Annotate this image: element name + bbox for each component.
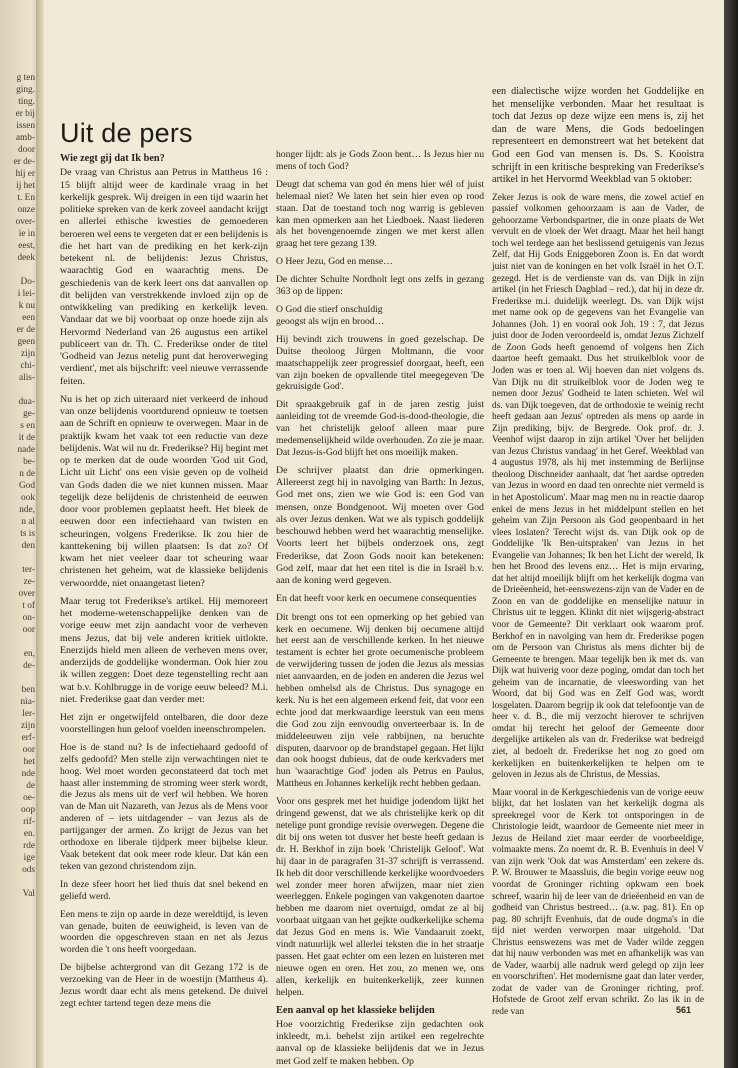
- fragment-line: [1, 636, 35, 648]
- previous-page-fragments: [1, 72, 35, 900]
- fragment-line: door: [17, 145, 35, 155]
- fragment-line: zijn: [21, 721, 35, 731]
- fragment-line: amb-: [15, 133, 35, 143]
- fragment-line: t. En: [17, 193, 35, 203]
- fragment-line: de-: [23, 661, 35, 671]
- fragment-line: de: [26, 781, 35, 791]
- fragment-line: Do-: [20, 277, 35, 287]
- fragment-line: nde: [21, 769, 35, 779]
- fragment-line: chi-: [20, 361, 35, 371]
- quote-paragraph: Deugt dat schema van god én mens hier wél of juist helemaal niet? We laten het sein hier even op rood staan. Dat de toestand toch nog warrig is gebleven kan men opmerken aan het Liedboek. Naast liederen als het bovengenoemde zingen we met kerst allen graag het tere gezang 139.: [276, 178, 484, 250]
- fragment-line: n de: [19, 469, 35, 479]
- fragment-line: over-: [15, 217, 35, 227]
- quote-verse: O God die stierf onschuldig geoogst als wijn en brood…: [276, 303, 385, 327]
- fragment-line: ods: [22, 865, 35, 875]
- fragment-line: rif-: [23, 817, 35, 827]
- quote-paragraph: De bijbelse achtergrond van dit Gezang 172 is de verzoeking van de Heer in de woestijn (Mattheus 4). Jezus wordt daar echt als mens getekend. De duivel zegt echter tartend tegen deze mens die: [60, 962, 268, 1009]
- fragment-line: [1, 672, 35, 684]
- fragment-line: ter-: [22, 565, 35, 575]
- quote-paragraph: Zeker Jezus is ook de ware mens, die zowel actief en passief volkomen gehoorzaam is aan de Vader, de gehoorzame Verbondspartner, die in onze plaats de Wet vervult en de vloek der Wet draagt. Maar het heil hangt toch wel terdege aan het beslissend getuigenis van Jezus Zelf, dat Hij Gods Eniggeboren Zoon is. En dat wordt juist niet van de koningen en het volk Israël in het O.T. gezegd. Het is de verdienste van ds. van Dijk in zijn artikel (in het Friesch Dagblad – red.), dat hij in deze dr. Frederikse m.i. duidelijk weerlegt. Ds. van Dijk wijst met name ook op de gegevens van het Evangelie van Johannes (Joh. 1) en vooral ook Joh. 19 : 7, dat Jezus juist door de Joden veroordeeld is, omdat Jezus Zichzelf de Zoon Gods heeft genoemd of volgens hen Zich daartoe heeft gemaakt. Dus het struikelblok voor de Joden was er toen al. Wij hoeven dan niet volgens ds. Van Dijk nu dit struikelblok voor de Joden weg te nemen door Jezus' Godheid te laten schieten. Wel wil ds. van Dijk toegeven, dat de orthodoxie te weinig recht heeft gedaan aan Jezus' optreden als mens op aarde in Zijn prediking, bijv. de Bergrede. Ook prof. dr. J. Veenhof wijst daarop in zijn artikel 'Over het belijden van Jezus Christus vandaag' in het Geref. Weekblad van 4 augustus 1978, als hij met instemming de Berlijnse theoloog Dischneider aanhaalt, dat 'het aardse optreden van Jezus in woord en daad ten onrechte niet vermeld is in het Apostolicum'. Maar mag men nu in reactie daarop enkel de mens Jezus in het middelpunt stellen en het geheim van Zijn Persoon als God geopenbaard in het vlees loslaten? Terecht wijst ds. van Dijk ook op de Goddelijke 'Ik Ben-uitspraken' van Jezus in het Evangelie van Johannes; Ik ben het Licht der wereld, Ik ben het Brood des levens enz… Het is mijn ervaring, dat het altijd moeilijk blijft om het kerkelijk dogma van de Drieëenheid, het-eenswezens-zijn van de Vader en de Zoon en van de goddelijke en menselijke natuur in Christus uit te leggen. Klinkt dit niet wijsgerig-abstract voor de Gemeente? Dit verklaart ook waarom prof. Berkhof en in navolging van hem dr. Frederikse pogen om de Persoon van Christus als mens dichter bij de Gemeente te brengen. Maar tegelijk ben ik met ds. van Dijk wat huiverig voor deze poging, omdat dan toch het geheim van de incarnatie, de vleeswording van het Woord, dat bij God was en Zelf God was, wordt losgelaten. Daarom begrijp ik ook dat telefoontje van de heer v. d. B., die mij verzocht hierover te schrijven omdat hij terecht het geloof der Gemeente door dergelijke artikelen als van dr. Frederikse wat bedreigd ziet, al bedoelt dr. Frederikse het nog zo goed om kerkelijken en buitenkerkelijken te helpen om te geloven in Jezus als de Christus, de Messias.: [492, 192, 704, 781]
- fragment-line: over: [18, 589, 35, 599]
- column-3: [492, 86, 704, 1025]
- page-number: 561: [676, 1005, 692, 1015]
- quote-paragraph: Dit brengt ons tot een opmerking op het gebied van kerk en oecumene. Wij denken bij oecumene altijd het eerst aan de verschillende kerken. In het nieuwe testament is echter het grote oecumenische probleem de verwijdering tussen de joden die Jezus als messias niet aanvaarden, en de joden en anderen die Jezus wel hebben omhelsd als de Christus. Dus synagoge en kerk. Nu is het een algemeen erkend feit, dat voor een echte jood dat merkwaardige leerstuk van een mens die God zou zijn eenvoudig onverteerbaar is. In de middeleeuwen zijn vele rabbijnen, na beruchte disputen, daarvoor op de brandstapel gegaan. Het lijkt dan ook hoogst dubieus, dat de oude kerkvaders met hun 'waarachtige God' joden als Petrus en Paulus, Mattheus en Johannes kerkelijk recht hebben gedaan.: [276, 611, 484, 790]
- fragment-line: en,: [23, 649, 35, 659]
- fragment-line: een: [22, 313, 35, 323]
- fragment-line: ook: [21, 493, 35, 503]
- fragment-line: t of: [22, 601, 35, 611]
- fragment-line: ting.: [18, 97, 35, 107]
- paragraph: De schrijver plaatst dan drie opmerkingen. Allereerst zegt hij in navolging van Barth: In Jezus, God met ons, zien we wie God is: een God van mensen, onze Bondgenoot. Wij moeten over God als over Jezus denken. Wat we als typisch goddelijk beschouwd hebben werd het waarachtig menselijke. Voorts leert het bijbels onderzoek ons, zegt Frederikse, dat Zoon Gods nooit kan betekenen: God zelf, maar dat het een titel is die in Israël b.v. aan de koning werd gegeven.: [276, 464, 484, 587]
- fragment-line: rde: [23, 841, 35, 851]
- fragment-line: er bij: [15, 109, 35, 119]
- fragment-line: er de-: [13, 157, 35, 167]
- quote-paragraph: Maar vooral in de Kerkgeschiedenis van de vorige eeuw blijkt, dat het loslaten van het kerkelijk dogma als spreekregel voor de Kerk tot ontsporingen in de Christologie leidt, waardoor de Gemeente niet meer in Jezus de Heiland ziet maar eerder de voorbeeldige, volmaakte mens. Zo noemt dr. R. B. Evenhuis in deel V van zijn werk 'Ook dat was Amsterdam' een zekere ds. P. W. Brouwer te Maassluis, die begin vorige eeuw nog voordat de Groninger richting opkwam een boek schreef, waarin hij de leer van de drieëenheid en van de godheid van Christus bestreed… (a.w. pag. 81). En op pag. 80 schrijft Evenhuis, dat de oude dogma's in die tijd niet werden verworpen maar uitgehold. 'Dat Christus eenswezens was met de Vader wilde zeggen dat hij nauw verbonden was met en afhankelijk was van de Vader, waarbij alle nadruk werd gelegd op zijn leer en voorschriften'. Het modernisme gaat dan later verder, zodat de vader van de Groninger richting, prof. Hofstede de Groot zelf ervan schrikt. Zo las ik in de rede van: [492, 787, 704, 1018]
- quote-paragraph: Hij bevindt zich trouwens in goed gezelschap. De Duitse theoloog Jürgen Moltmann, die voor maatschappelijk zeer progressief doorgaat, heeft, een van zijn boeken de opvallende titel meegegeven 'De gekruisigde God'.: [276, 333, 484, 393]
- fragment-line: en.: [23, 829, 35, 839]
- fragment-line: nde,: [19, 505, 35, 515]
- column-2: [276, 149, 484, 1068]
- quote-paragraph: O Heer Jezu, God en mense…: [276, 256, 393, 268]
- quote-paragraph: Voor ons gesprek met het huidige jodendom lijkt het dringend gewenst, dat we als christelijke kerk op dit netelige punt grondige revisie overwegen. Degene die dit bij ons weten tot dusver het beste heeft gedaan is dr. H. Berkhof in zijn boek 'Christelijk Geloof'. Wat hij daar in de paragrafen 31-37 schrijft is verrassend. Ik heb dit door verschillende kerkelijke woordvoeders wel zonder meer horen afwijzen, maar niet zien weerleggen. Enkele pogingen van vakgenoten daartoe hebben me daarom niet overtuigd, omdat ze al bij voorbaat uitgaan van het gejkte oudkerkelijke schema dat Jezus God en mens is. Wie Vandaaruit zoekt, vindt natuurlijk wel allerlei teksten die in het straatje passen. Het gaat echter om een lezen en luisteren met nieuwe ogen en oren. Het zou, zo menen we, ons allen, kerkelijk en buitenkerkelijk, zeer kunnen helpen.: [276, 796, 484, 998]
- quote-paragraph: In deze sfeer hoort het lied thuis dat snel bekend en geliefd werd.: [60, 878, 268, 902]
- fragment-line: s en: [20, 421, 35, 431]
- paragraph: een dialectische wijze worden het Goddelijke en het menselijke verbonden. Maar het resultaat is toch dat Jezus op deze wijze een mens is, zij het dan de ware Mens, die Gods bedoelingen representeert en demonstreert wat het betekent dat God een God van mensen is. Ds. S. Kooistra schrijft in een kritische bespreking van Frederikse's artikel in het Hervormd Weekblad van 5 oktober:: [492, 86, 704, 186]
- fragment-line: het: [23, 757, 35, 767]
- fragment-line: erf-: [21, 733, 35, 743]
- fragment-line: oe-: [23, 793, 35, 803]
- quote-paragraph: honger lijdt: als je Gods Zoon bent… Is Jezus hier nu mens of toch God?: [276, 149, 484, 172]
- fragment-line: eest,: [18, 241, 35, 251]
- fragment-line: ige: [23, 853, 35, 863]
- fragment-line: [1, 552, 35, 564]
- fragment-line: dua-: [18, 397, 35, 407]
- fragment-line: k nu: [18, 301, 35, 311]
- fragment-line: it de: [18, 433, 35, 443]
- paragraph: Nu is het op zich uiteraard niet verkeerd de inhoud van onze belijdenis voortdurend opnieuw te toetsen aan de Schrift en opnieuw te overwegen. Maar in de praktijk kwam het vaak tot een reductie van deze belijdenis. Wat wil nu dr. Frederikse? Hij begint met op te merken dat de oude woorden 'God uit God, Licht uit Licht' ons een visie geven op de volheid van Gods daden die we niet kunnen missen. Maar tegelijk deze belijdenis de christenheid de eeuwen door voor problemen geplaatst heeft. Het bleek de eeuwen door een infectiehaard van twisten en scheuringen, volgens Frederikse. Ik zou hier de kanttekening bij willen plaatsen: Is dat zo? Of kwam het niet veeleer daar tot scheuring waar christenen het geheim, wat de klassieke belijdenis verwoordde, niet onaangetast lieten?: [60, 393, 268, 589]
- quote-paragraph: Dit spraakgebruik gaf in de jaren zestig juist aanleiding tot de vreemde God-is-dood-theologie, die van het christelijk geloof alleen maar pure medemenselijkheid wilde overhouden. Zo zie je maar. Dat Jezus-is-God blijft het ons moeilijk maken.: [276, 399, 484, 458]
- quote-paragraph: Een mens te zijn op aarde in deze wereldtijd, is leven van genade, buiten de eeuwigheid, is leven van de woorden die opgeschreven staan en net als Jezus worden die 't ons heeft voorgedaan.: [60, 908, 268, 956]
- fragment-line: hij er: [15, 169, 35, 179]
- section-heading-1: Wie zegt gij dat Ik ben?: [60, 153, 165, 164]
- fragment-line: [1, 264, 35, 276]
- column-1: [60, 149, 268, 1016]
- binding-gutter: [36, 0, 44, 1068]
- fragment-line: oop: [21, 805, 35, 815]
- fragment-line: God: [18, 481, 35, 491]
- fragment-line: i lei-: [17, 289, 35, 299]
- quote-paragraph: Het zijn er ongetwijfeld ontelbaren, die door deze voorstellingen hun geloof voelden ineenschrompelen.: [60, 712, 268, 735]
- fragment-line: [1, 876, 35, 888]
- paragraph: Maar terug tot Frederikse's artikel. Hij memoreert het moderne-wetenschappelijke denken van de vorige eeuw met zijn aandacht voor de verheven mens Jezus, dat bij vele anderen kritiek uitlokte. Enerzijds hield men alleen de verheven mens over, anderzijds de goddelijke wonderman. Ook hier zou ik willen zeggen: Doet deze tegenstelling recht aan wat b.v. Kohlbrugge in de vorige eeuw beleed? M.i. niet. Frederikse gaat dan verder met:: [60, 595, 268, 705]
- paragraph: De vraag van Christus aan Petrus in Mattheus 16 : 15 blijft altijd weer de kardinale vraag in het kerkelijk gesprek. Wij dreigen in een tijd waarin het politieke spreken van de kerk zoveel aandacht krijgt en allerlei ethische kwesties de gemoederen beroeren wel eens te vergeten dat er een belijdenis is die het hart van de prediking en het kerk-zijn betekent nl. de belijdenis: Jezus Christus, waarachtig God en waarachtig mens. De geschiedenis van de kerk leert ons dat aanvallen op dit belijden van verstrekkende invloed zijn op de ontwikkeling van prediking en kerkelijk leven. Vandaar dat we bij voorbaat op onze hoede zijn als Hervormd Nederland van 26 augustus een artikel publiceert van dr. Th. C. Frederikse onder de titel 'Godheid van Jezus netelig punt dat heroverweging verdient', met als bijschrift: veel nieuwe verrassende feiten.: [60, 167, 268, 387]
- fragment-line: deek: [17, 253, 35, 263]
- fragment-line: ze-: [23, 577, 35, 587]
- paragraph: Hoe voorzichtig Frederikse zijn gedachten ook inkleedt, m.i. behelst zijn artikel een regelrechte aanval op de klassieke belijdenis dat we in Jezus met God zelf te maken hebben. Op: [276, 1018, 484, 1067]
- fragment-line: Val: [22, 889, 35, 899]
- fragment-line: ij het: [16, 181, 35, 191]
- fragment-line: be-: [23, 457, 35, 467]
- fragment-line: oor: [22, 625, 35, 635]
- fragment-line: issen: [16, 121, 35, 131]
- fragment-line: ge-: [23, 409, 35, 419]
- fragment-line: ie in: [18, 229, 35, 239]
- page-edge: [724, 0, 738, 1068]
- fragment-line: ben: [21, 685, 35, 695]
- quote-paragraph: Hoe is de stand nu? Is de infectiehaard gedoofd of zelfs gedoofd? Men stelle zijn verwachtingen niet te hoog. Wel moet worden geconstateerd dat toch met haast aller instemming de stroming weer sterk wordt, die Jezus als mens uit de verf wil hebben. We horen van de Man uit Nazareth, van Jezus als de Mens voor anderen of – iets uitdagender – van Jezus als de partijganger der armen. Zo krijgt de Jezus van het orthodoxe en liberale tijdperk meer bijbelse kleur. Vaak betekent dat ook meer rode kleur. Dat kán een teken van gezond christendom zijn.: [60, 741, 268, 872]
- fragment-line: n al: [21, 517, 35, 527]
- section-heading-2: Een aanval op het klassieke belijden: [276, 1004, 435, 1016]
- fragment-line: oor: [22, 745, 35, 755]
- paragraph: En dat heeft voor kerk en oecumene consequenties: [276, 593, 477, 605]
- fragment-line: nia-: [20, 697, 35, 707]
- fragment-line: ler-: [22, 709, 35, 719]
- page-title: Uit de pers: [60, 118, 193, 148]
- fragment-line: onze: [17, 205, 35, 215]
- fragment-line: ts is: [20, 529, 35, 539]
- quote-paragraph: De dichter Schulte Nordholt legt ons zelfs in gezang 363 op de lippen:: [276, 274, 484, 298]
- fragment-line: g ten: [16, 73, 35, 83]
- fragment-line: on-: [22, 613, 35, 623]
- fragment-line: er de: [16, 325, 35, 335]
- fragment-line: [1, 384, 35, 396]
- fragment-line: zijn: [21, 349, 35, 359]
- fragment-line: geen: [17, 337, 35, 347]
- fragment-line: nade: [17, 445, 35, 455]
- fragment-line: ging.: [16, 85, 35, 95]
- fragment-line: den: [21, 541, 35, 551]
- fragment-line: alis-: [18, 373, 35, 383]
